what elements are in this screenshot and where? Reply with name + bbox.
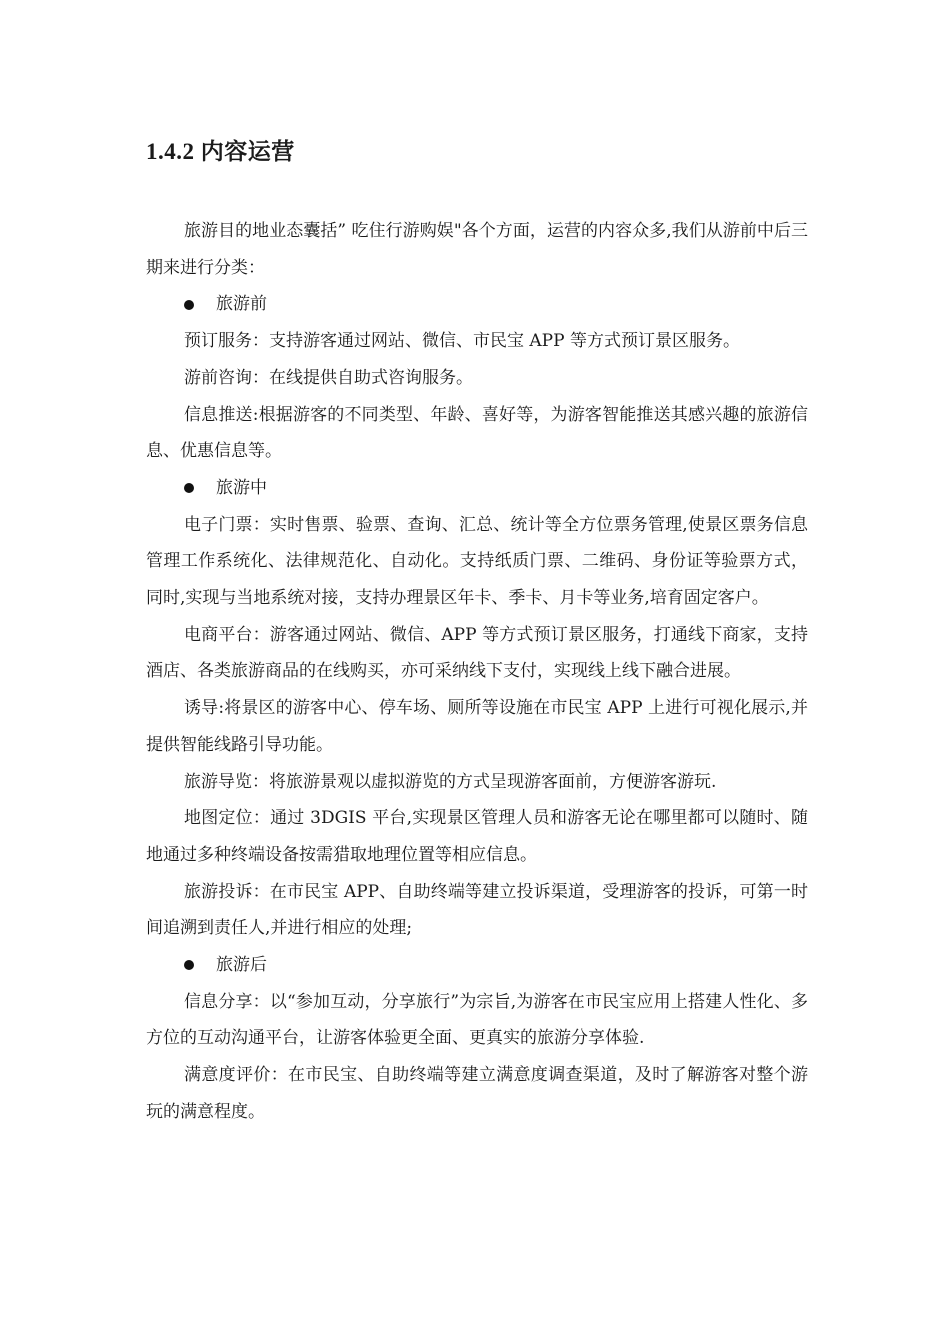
bullet-dot-icon [184, 300, 194, 310]
paragraph-map: 地图定位：通过 3DGIS 平台,实现景区管理人员和游客无论在哪里都可以随时、随地通过多种终端设备按需猎取地理位置等相应信息。 [146, 808, 808, 865]
document-body [146, 213, 808, 1131]
paragraph-ecommerce: 电商平台：游客通过网站、微信、APP 等方式预订景区服务，打通线下商家，支持酒店、各类旅游商品的在线购买，亦可采纳线下支付，实现线上线下融合进展。 [146, 624, 808, 682]
bullet-after [146, 947, 808, 984]
bullet-label: 旅游后 [216, 955, 267, 976]
bullet-before [146, 286, 808, 323]
paragraph-tour-guide: 旅游导览：将旅游景观以虚拟游览的方式呈现游客面前，方便游客游玩. [184, 771, 717, 792]
bullet-dot-icon [184, 960, 194, 970]
bullet-label: 旅游中 [216, 477, 267, 498]
bullet-dot-icon [184, 483, 194, 493]
paragraph-push: 信息推送:根据游客的不同类型、年龄、喜好等，为游客智能推送其感兴趣的旅游信息、优惠信息等。 [146, 404, 808, 462]
paragraph-consulting: 游前咨询：在线提供自助式咨询服务。 [184, 367, 473, 388]
paragraph-booking: 预订服务：支持游客通过网站、微信、市民宝 APP 等方式预订景区服务。 [184, 331, 740, 352]
paragraph-guidance: 诱导:将景区的游客中心、停车场、厕所等设施在市民宝 APP 上进行可视化展示,并提供智能线路引导功能。 [146, 698, 808, 755]
paragraph-sharing: 信息分享：以“参加互动，分享旅行”为宗旨,为游客在市民宝应用上搭建人性化、多方位的互动沟通平台，让游客体验更全面、更真实的旅游分享体验. [146, 991, 808, 1049]
bullet-during [146, 470, 808, 507]
bullet-label: 旅游前 [216, 294, 267, 315]
intro-paragraph: 旅游目的地业态囊括” 吃住行游购娱"各个方面，运营的内容众多,我们从游前中后三期来进行分类： [146, 221, 808, 278]
paragraph-eticket: 电子门票：实时售票、验票、查询、汇总、统计等全方位票务管理,使景区票务信息管理工作系统化、法律规范化、自动化。支持纸质门票、二维码、身份证等验票方式，同时,实现与当地系统对接，支持办理景区年卡、季卡、月卡等业务,培育固定客户。 [146, 514, 808, 608]
paragraph-satisfaction: 满意度评价：在市民宝、自助终端等建立满意度调查渠道，及时了解游客对整个游玩的满意程度。 [146, 1065, 808, 1122]
paragraph-complaint: 旅游投诉：在市民宝 APP、自助终端等建立投诉渠道，受理游客的投诉，可第一时间追溯到责任人,并进行相应的处理; [146, 881, 808, 939]
section-heading: 1.4.2 内容运营 [146, 139, 295, 164]
